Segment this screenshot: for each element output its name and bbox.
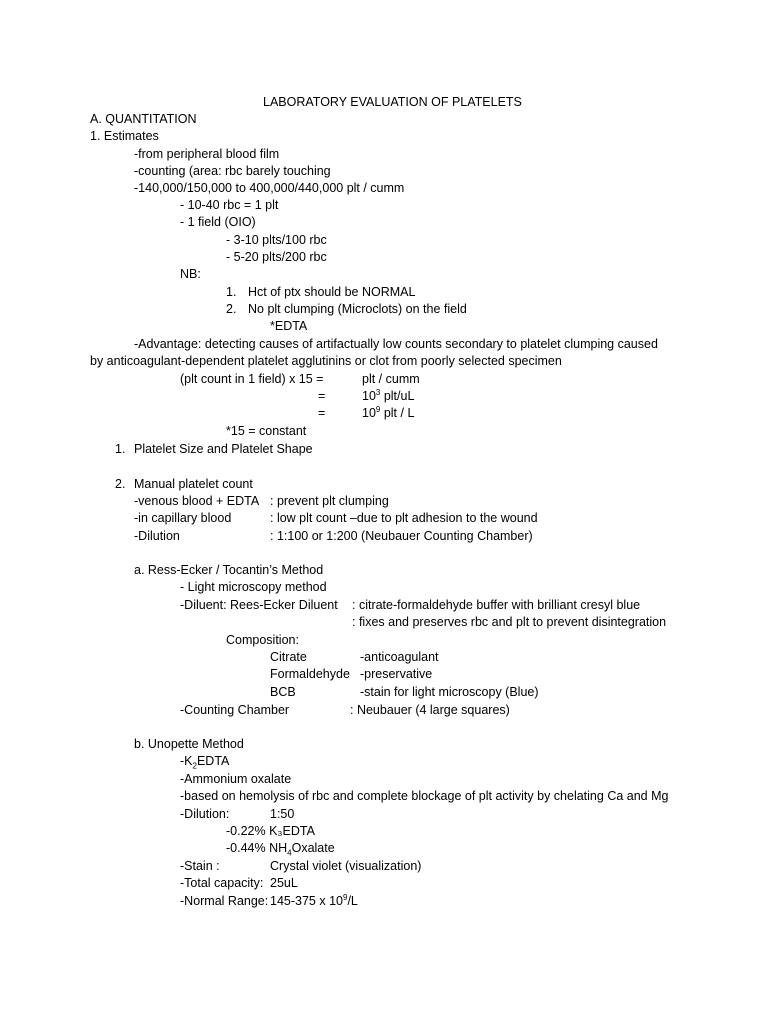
nb2-number: 2. — [226, 302, 237, 316]
nb1-number: 1. — [226, 285, 237, 299]
venous-label: -venous blood + EDTA — [134, 494, 260, 508]
document-title: LABORATORY EVALUATION OF PLATELETS — [263, 95, 522, 109]
ress-light: - Light microscopy method — [180, 580, 327, 594]
unopette-k3edta: -0.22% K₃EDTA — [226, 824, 315, 838]
formula-result-1: plt / cumm — [362, 372, 420, 386]
estimates-heading: 1. Estimates — [90, 129, 159, 143]
unopette-capacity-value: 25uL — [270, 876, 298, 890]
composition-role: -anticoagulant — [360, 650, 439, 664]
unopette-heading: b. Unopette Method — [134, 737, 244, 751]
unopette-dilution-label: -Dilution: — [180, 807, 230, 821]
composition-role: -stain for light microscopy (Blue) — [360, 685, 539, 699]
unopette-normal-value: 145-375 x $10^9/L$ — [270, 892, 358, 908]
capillary-value: : low plt count –due to plt adhesion to the wound — [270, 511, 538, 525]
unopette-ammonium: -Ammonium oxalate — [180, 772, 292, 786]
section-a-heading: A. QUANTITATION — [90, 112, 197, 126]
manual-number: 2. — [115, 477, 126, 491]
constant-note: *15 = constant — [226, 424, 307, 438]
estimates-plts-100: - 3-10 plts/100 rbc — [226, 233, 327, 247]
venous-value: : prevent plt clumping — [270, 494, 389, 508]
diluent-value-1: : citrate-formaldehyde buffer with brilliant cresyl blue — [352, 598, 641, 612]
unopette-based: -based on hemolysis of rbc and complete blockage of plt activity by chelating Ca and Mg — [180, 789, 669, 803]
chamber-value: : Neubauer (4 large squares) — [350, 703, 510, 717]
unopette-nh4-oxalate: -0.44% $NH_4Oxalate$ — [226, 841, 335, 858]
composition-name: Formaldehyde — [270, 667, 350, 681]
estimates-from-film: -from peripheral blood film — [134, 147, 280, 161]
estimates-field: - 1 field (OIO) — [180, 215, 256, 229]
composition-label: Composition: — [226, 633, 299, 647]
diluent-label: -Diluent: Rees-Ecker Diluent — [180, 598, 338, 612]
estimates-rbc-ratio: - 10-40 rbc = 1 plt — [180, 198, 279, 212]
composition-role: -preservative — [360, 667, 433, 681]
nb-label: NB: — [180, 267, 201, 281]
formula-left: (plt count in 1 field) x 15 = — [180, 372, 324, 386]
nb2-text: No plt clumping (Microclots) on the field — [248, 302, 467, 316]
formula-equals-2: = — [318, 389, 326, 403]
size-shape-heading: Platelet Size and Platelet Shape — [134, 442, 313, 456]
manual-heading: Manual platelet count — [134, 477, 253, 491]
dilution-value: : 1:100 or 1:200 (Neubauer Counting Chamber) — [270, 529, 533, 543]
advantage-line-1: -Advantage: detecting causes of artifactually low counts secondary to platelet clumping caused — [134, 337, 658, 351]
estimates-counting: -counting (area: rbc barely touching — [134, 164, 331, 178]
formula-result-2: $10^3$ plt/uL — [362, 387, 415, 403]
composition-name: Citrate — [270, 650, 307, 664]
estimates-range: -140,000/150,000 to 400,000/440,000 plt / cumm — [134, 181, 405, 195]
unopette-normal-label: -Normal Range: — [180, 894, 269, 908]
edta-note: *EDTA — [270, 319, 308, 333]
size-shape-number: 1. — [115, 442, 126, 456]
ress-heading: a. Ress-Ecker / Tocantin’s Method — [134, 563, 324, 577]
unopette-stain-value: Crystal violet (visualization) — [270, 859, 422, 873]
unopette-capacity-label: -Total capacity: — [180, 876, 264, 890]
capillary-label: -in capillary blood — [134, 511, 232, 525]
composition-name: BCB — [270, 685, 296, 699]
formula-equals-3: = — [318, 406, 326, 420]
formula-result-3: $10^9$ plt / L — [362, 404, 415, 420]
nb1-text: Hct of ptx should be NORMAL — [248, 285, 416, 299]
advantage-line-2: by anticoagulant-dependent platelet agglutinins or clot from poorly selected specimen — [90, 354, 562, 368]
unopette-stain-label: -Stain : — [180, 859, 220, 873]
unopette-dilution-value: 1:50 — [270, 807, 295, 821]
diluent-value-2: : fixes and preserves rbc and plt to prevent disintegration — [352, 615, 667, 629]
dilution-label: -Dilution — [134, 529, 180, 543]
estimates-plts-200: - 5-20 plts/200 rbc — [226, 250, 327, 264]
chamber-label: -Counting Chamber — [180, 703, 290, 717]
unopette-k2edta: $-K_2EDTA$ — [180, 754, 230, 771]
